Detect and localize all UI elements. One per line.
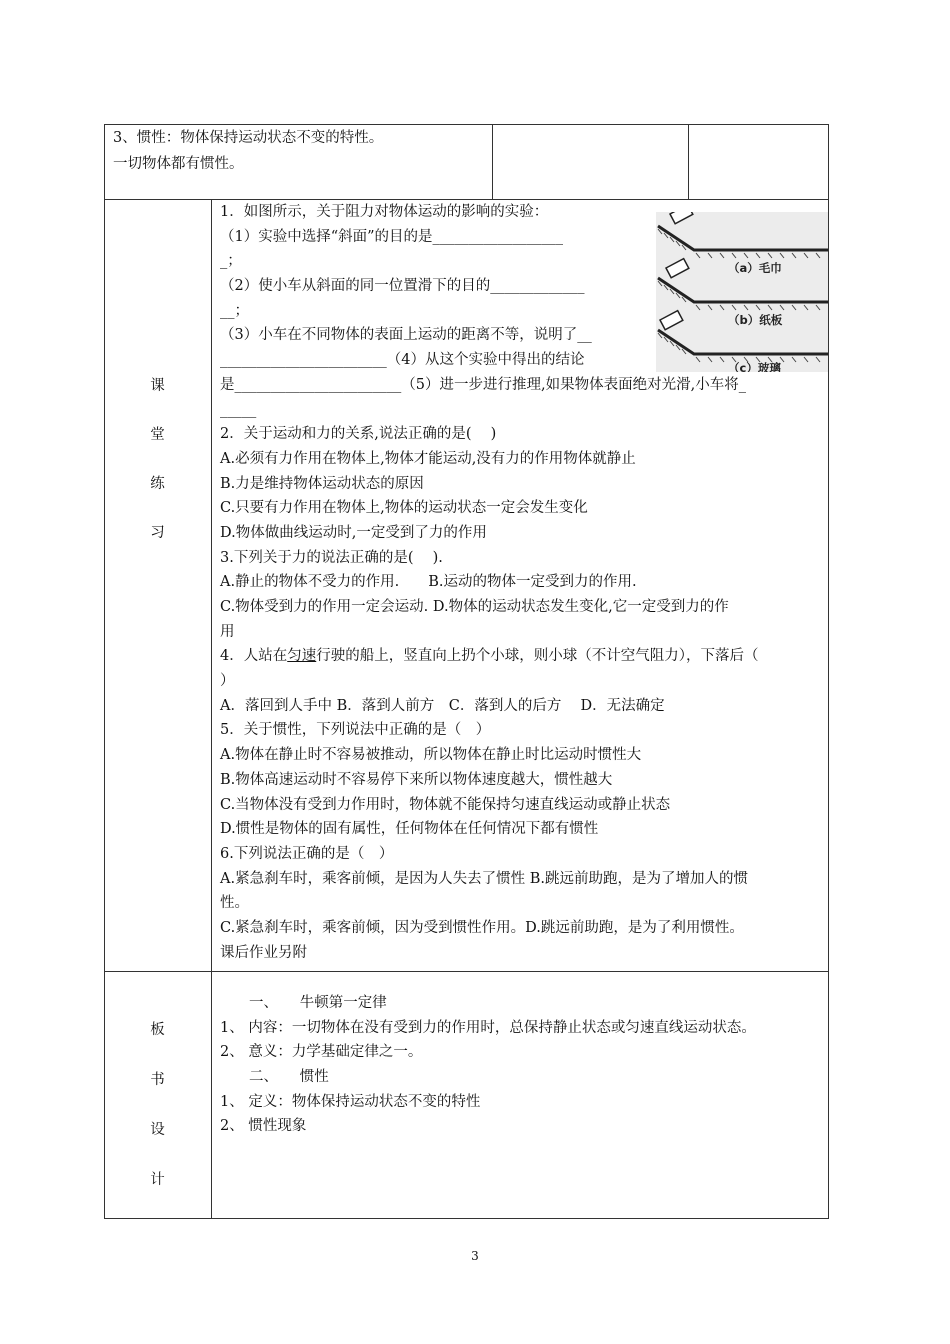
practice-line: 是_______________________（5）进一步进行推理,如果物体表面绝对光滑,小车将_: [220, 376, 746, 393]
table-border-right: [828, 124, 829, 1219]
practice-line: B.物体高速运动时不容易停下来所以物体速度越大，惯性越大: [220, 771, 613, 788]
ramp-experiment-svg: [656, 212, 828, 372]
practice-line: A.紧急刹车时，乘客前倾，是因为人失去了惯性 B.跳远前助跑，是为了增加人的惯: [220, 870, 748, 887]
figure-label-b: （b）纸板: [728, 313, 783, 327]
practice-line: C.物体受到力的作用一定会运动. D.物体的运动状态发生变化,它一定受到力的作: [220, 599, 729, 615]
practice-line: （1）实验中选择“斜面”的目的是__________________: [220, 228, 564, 245]
practice-line: （2）使小车从斜面的同一位置滑下的目的_____________: [220, 278, 585, 295]
board-content: [220, 991, 756, 1139]
q4-text-after: 行驶的船上，竖直向上扔个小球，则小球（不计空气阻力），下落后（: [316, 648, 759, 665]
practice-line: D.惯性是物体的固有属性，任何物体在任何情况下都有惯性: [220, 821, 599, 838]
practice-line: B.力是维持物体运动状态的原因: [220, 475, 424, 492]
practice-line: C.只要有力作用在物体上,物体的运动状态一定会发生变化: [220, 500, 588, 517]
practice-line: 2．关于运动和力的关系,说法正确的是( ): [220, 426, 497, 443]
board-side-label: [104, 1018, 211, 1218]
practice-line: ）: [220, 673, 235, 690]
top-row-line-2: 一切物体都有惯性。: [113, 156, 244, 172]
practice-line: __；: [220, 302, 249, 319]
practice-line: 5．关于惯性，下列说法中正确的是（ ）: [220, 722, 491, 739]
practice-line: A.静止的物体不受力的作用. B.运动的物体一定受到力的作用.: [220, 574, 637, 591]
practice-side-char: 课: [150, 378, 165, 394]
practice-line: A.物体在静止时不容易被推动，所以物体在静止时比运动时惯性大: [220, 747, 642, 764]
practice-line: C.当物体没有受到力作用时，物体就不能保持匀速直线运动或静止状态: [220, 796, 671, 813]
ramp-experiment-figure: [656, 212, 828, 372]
practice-side-char: 练: [150, 476, 165, 492]
practice-line: C.紧急刹车时，乘客前倾，因为受到惯性作用。D.跳远前助跑，是为了利用惯性。: [220, 919, 744, 936]
table-border-top-col2: [688, 124, 689, 199]
q4-text-before: 4．人站在: [220, 648, 288, 665]
practice-line: 6.下列说法正确的是（ ）: [220, 845, 394, 862]
question-4-line: [220, 644, 758, 669]
practice-side-char: 习: [150, 525, 165, 541]
figure-label-a: （a）毛巾: [728, 261, 782, 275]
board-side-char: 计: [150, 1172, 165, 1188]
top-row-content: [113, 125, 383, 177]
practice-line: A.必须有力作用在物体上,物体才能运动,没有力的作用物体就静止: [220, 450, 636, 467]
practice-line: _____: [220, 401, 257, 418]
board-line: 2、 惯性现象: [220, 1118, 307, 1135]
board-side-char: 设: [150, 1122, 165, 1138]
practice-line: 用: [220, 623, 235, 640]
practice-line: A．落回到人手中 B．落到人前方 C．落到人的后方 D．无法确定: [220, 697, 665, 714]
board-side-char: 板: [150, 1022, 165, 1038]
practice-line: 3.下列关于力的说法正确的是( ).: [220, 549, 443, 566]
practice-line: _；: [220, 253, 242, 270]
practice-line: D.物体做曲线运动时,一定受到了力的作用: [220, 524, 487, 541]
board-line: 二、 惯性: [220, 1069, 329, 1086]
board-line: 一、 牛顿第一定律: [220, 995, 387, 1011]
board-line: 1、 定义：物体保持运动状态不变的特性: [220, 1093, 481, 1110]
table-border-label-col: [211, 199, 212, 1219]
practice-line: 性。: [220, 895, 249, 912]
q4-underlined-word: 匀速: [287, 648, 317, 665]
practice-line: 课后作业另附: [220, 944, 307, 961]
table-border-top-col1: [492, 124, 493, 199]
table-border-bottom: [104, 1218, 829, 1219]
practice-side-char: 堂: [150, 427, 165, 443]
page-number: 3: [471, 1249, 479, 1263]
practice-line: _______________________（4）从这个实验中得出的结论: [220, 352, 585, 369]
board-side-char: 书: [150, 1072, 165, 1088]
top-row-line-1: 3、惯性：物体保持运动状态不变的特性。: [113, 130, 384, 146]
practice-line: 1．如图所示，关于阻力对物体运动的影响的实验：: [220, 204, 549, 220]
table-border-row2: [104, 971, 829, 972]
practice-line: （3）小车在不同物体的表面上运动的距离不等，说明了__: [220, 327, 592, 344]
practice-side-label: [104, 374, 211, 570]
figure-label-c: （c）玻璃: [728, 361, 781, 372]
board-line: 1、 内容：一切物体在没有受到力的作用时，总保持静止状态或匀速直线运动状态。: [220, 1019, 756, 1036]
board-line: 2、 意义：力学基础定律之一。: [220, 1044, 423, 1061]
